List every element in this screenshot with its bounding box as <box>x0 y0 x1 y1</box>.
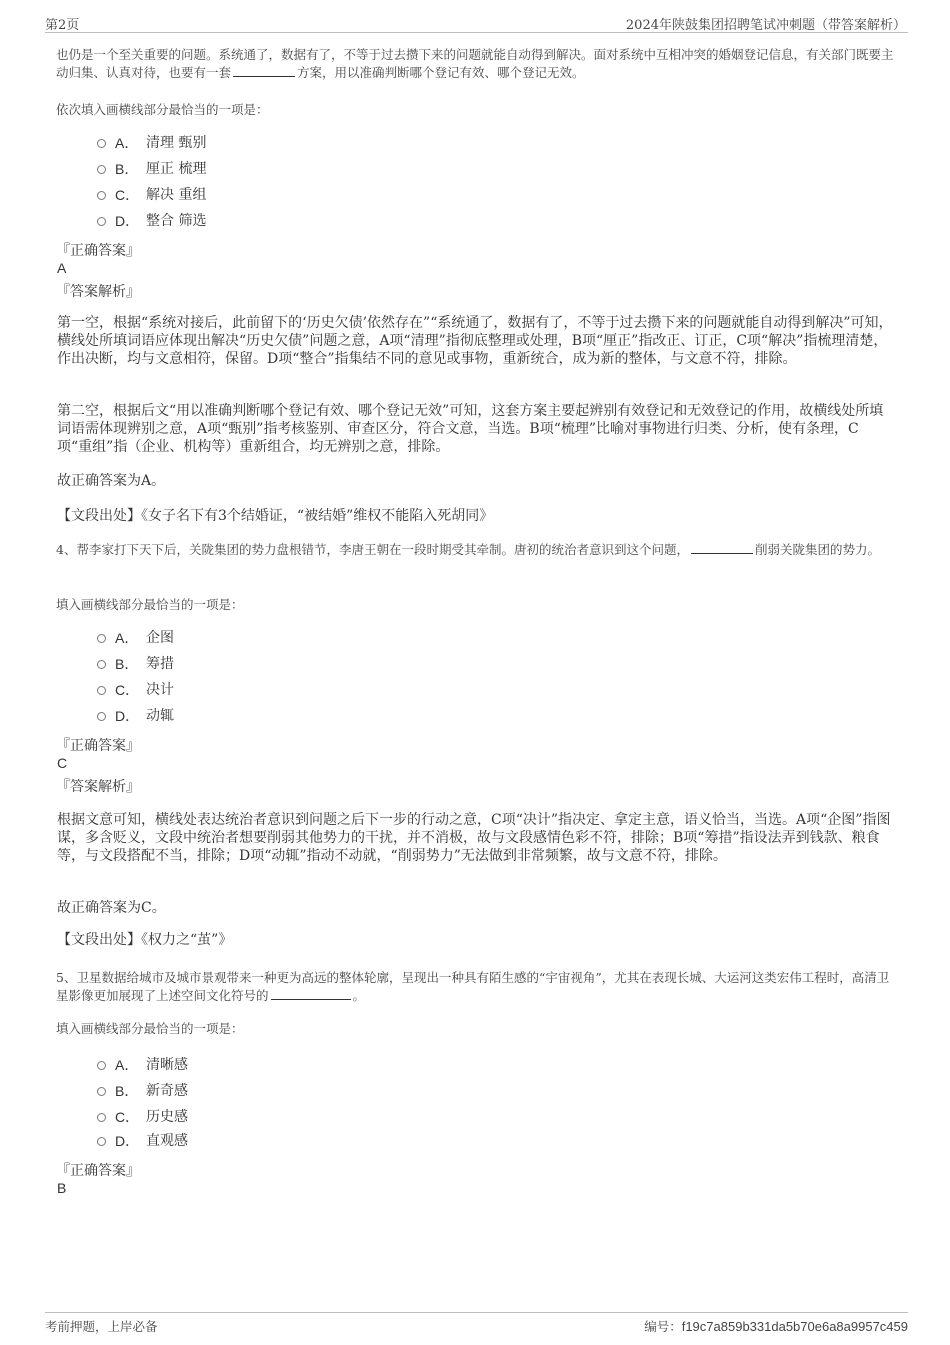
q3-passage-text-1: 也仍是一个至关重要的问题。系统通了，数据有了，不等于过去攒下来的问题就能自动得到解决。面对系统中互相冲突的婚姻登记信息，有关部门既要主动归集、认真对待，也要有一套 <box>56 47 894 80</box>
option-letter: D． <box>115 1133 140 1149</box>
q3-prompt: 依次填入画横线部分最恰当的一项是： <box>56 102 269 117</box>
option-letter: A． <box>115 1057 139 1073</box>
footer-slogan: 考前押题，上岸必备 <box>45 1319 158 1334</box>
option-text: 企图 <box>146 630 174 646</box>
option-letter: D． <box>115 708 140 724</box>
q5-answer: B <box>57 1180 67 1196</box>
document-title: 2024年陕鼓集团招聘笔试冲刺题（带答案解析） <box>625 18 906 33</box>
code-label: 编号： <box>644 1319 682 1334</box>
option-text: 新奇感 <box>146 1083 188 1099</box>
q4-source: 【文段出处】《权力之“茧”》 <box>57 932 233 948</box>
option-letter: C． <box>115 187 140 203</box>
radio-icon[interactable] <box>97 712 106 721</box>
q3-conclusion: 故正确答案为A。 <box>57 473 166 489</box>
option-text: 清理 甄别 <box>146 135 207 151</box>
q3-passage-text-2: 方案，用以准确判断哪个登记有效、哪个登记无效。 <box>297 65 585 80</box>
q3-passage <box>56 46 898 82</box>
radio-icon[interactable] <box>97 165 106 174</box>
q3-answer: A <box>57 260 67 276</box>
option-text: 清晰感 <box>146 1057 188 1073</box>
q3-source: 【文段出处】《女子名下有3个结婚证，“被结婚”维权不能陷入死胡同》 <box>57 508 494 524</box>
page-number: 第2页 <box>45 18 80 33</box>
radio-icon[interactable] <box>97 1087 106 1096</box>
option-text: 直观感 <box>146 1133 188 1149</box>
q4-answer-label: 『正确答案』 <box>56 738 140 754</box>
q5-answer-label: 『正确答案』 <box>56 1163 140 1179</box>
q4-analysis-label: 『答案解析』 <box>56 779 140 795</box>
option-letter: C． <box>115 682 140 698</box>
option-text: 决计 <box>146 682 174 698</box>
radio-icon[interactable] <box>97 191 106 200</box>
option-letter: A． <box>115 135 139 151</box>
option-text: 厘正 梳理 <box>146 161 207 177</box>
q3-answer-label: 『正确答案』 <box>56 243 140 259</box>
radio-icon[interactable] <box>97 1137 106 1146</box>
code-value: f19c7a859b331da5b70e6a8a9957c459 <box>681 1319 908 1334</box>
radio-icon[interactable] <box>97 139 106 148</box>
option-letter: B． <box>115 656 139 672</box>
q5-stem <box>56 969 898 1005</box>
q3-analysis-label: 『答案解析』 <box>56 284 140 300</box>
option-text: 历史感 <box>146 1109 188 1125</box>
q5-prompt: 填入画横线部分最恰当的一项是： <box>56 1021 244 1036</box>
answer-blank <box>271 987 351 1000</box>
page-footer <box>45 1312 908 1335</box>
option-text: 筹措 <box>146 656 174 672</box>
radio-icon[interactable] <box>97 634 106 643</box>
radio-icon[interactable] <box>97 1113 106 1122</box>
q3-analysis-paragraph-1: 第一空，根据“系统对接后，此前留下的‘历史欠债’依然存在”“系统通了，数据有了，不等于过去攒下来的问题就能自动得到解决”可知，横线处所填词语应体现出解决“历史欠债”问题之意，A项“清理”指彻底整理或处理，B项“厘正”指改正、订正，C项“解决”指梳理清楚，作出决断，均与文意相符，保留。D项“整合”指集结不同的意见或事物，重新统合，成为新的整体，与文意不符，排除。 <box>57 315 893 367</box>
radio-icon[interactable] <box>97 1061 106 1070</box>
q4-stem-text-2: 削弱关陇集团的势力。 <box>754 542 880 557</box>
document-code <box>644 1317 908 1335</box>
q3-analysis-paragraph-2: 第二空，根据后文“用以准确判断哪个登记有效、哪个登记无效”可知，这套方案主要起辨别有效登记和无效登记的作用，故横线处所填词语需体现辨别之意，A项“甄别”指考核鉴别、审查区分，符合文意，当选。B项“梳理”比喻对事物进行归类、分析，使有条理，C项“重组”指（企业、机构等）重新组合，均无辨别之意，排除。 <box>57 403 884 455</box>
option-letter: C． <box>115 1109 140 1125</box>
answer-blank <box>691 541 753 554</box>
option-text: 解决 重组 <box>146 187 207 203</box>
q5-stem-text-1: 5、卫星数据给城市及城市景观带来一种更为高远的整体轮廓，呈现出一种具有陌生感的“宇宙视角”，尤其在表现长城、大运河这类宏伟工程时，高清卫星影像更加展现了上述空间文化符号的 <box>56 970 890 1003</box>
option-text: 动辄 <box>146 708 174 724</box>
radio-icon[interactable] <box>97 686 106 695</box>
page-header <box>45 14 908 33</box>
q4-stem-text-1: 4、帮李家打下天下后，关陇集团的势力盘根错节，李唐王朝在一段时期受其牵制。唐初的统治者意识到这个问题， <box>56 542 689 557</box>
radio-icon[interactable] <box>97 660 106 669</box>
answer-blank <box>233 64 295 77</box>
q5-stem-text-2: 。 <box>352 988 366 1003</box>
q4-stem <box>56 541 898 559</box>
option-letter: A． <box>115 630 139 646</box>
option-letter: B． <box>115 1083 139 1099</box>
q4-conclusion: 故正确答案为C。 <box>57 900 166 916</box>
q4-prompt: 填入画横线部分最恰当的一项是： <box>56 597 244 612</box>
option-letter: D． <box>115 213 140 229</box>
option-letter: B． <box>115 161 139 177</box>
q4-answer: C <box>57 755 68 771</box>
radio-icon[interactable] <box>97 217 106 226</box>
option-text: 整合 筛选 <box>146 213 207 229</box>
q4-analysis-paragraph: 根据文意可知，横线处表达统治者意识到问题之后下一步的行动之意，C项“决计”指决定、拿定主意，语义恰当，当选。A项“企图”指图谋，多含贬义，文段中统治者想要削弱其他势力的干扰，并不消极，故与文段感情色彩不符，排除；B项“筹措”指设法弄到钱款、粮食等，与文段搭配不当，排除；D项“动辄”指动不动就，“削弱势力”无法做到非常频繁，故与文意不符，排除。 <box>57 812 891 864</box>
